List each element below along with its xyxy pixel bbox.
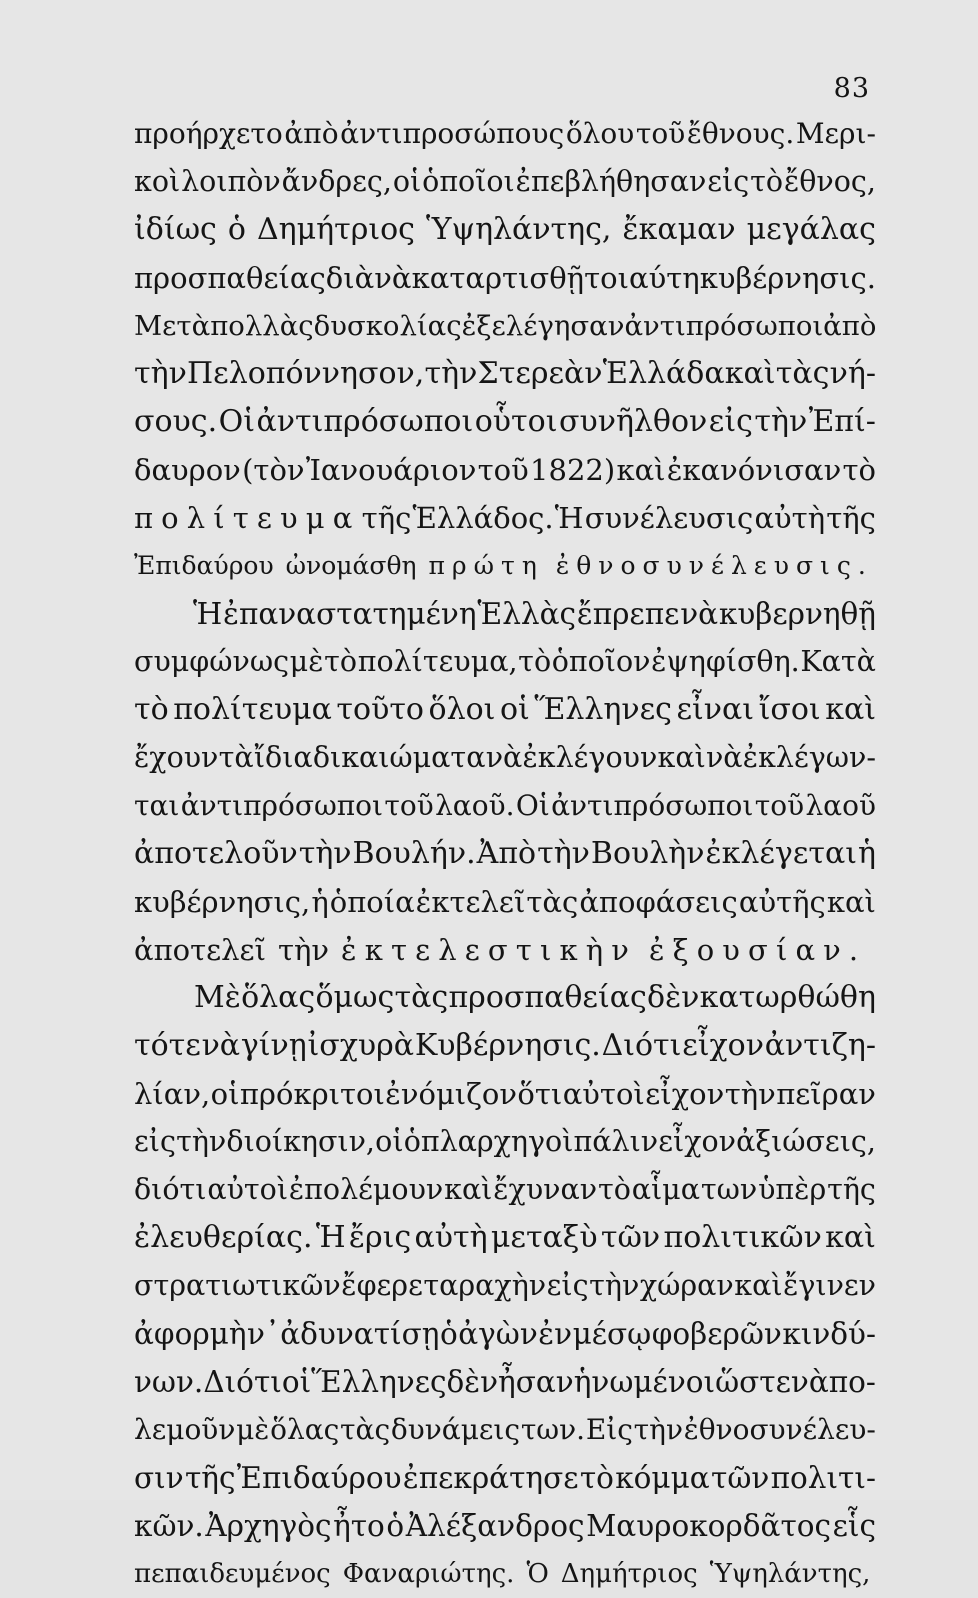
text-line: στρατιωτικῶν ἔφερε ταραχὴν εἰς τὴν χώραν καὶ ἔγινεν — [134, 1269, 876, 1302]
text-line: διότι αὐτοὶ ἐπολέμουν καὶ ἔχυναν τὸ αἷμα των ὑπὲρ τῆς — [134, 1173, 876, 1206]
text-line: Μετὰ πολλὰς δυσκολίας ἐξελέγησαν ἀντιπρόσωποι ἀπὸ — [134, 310, 877, 342]
text-line: ἐλευθερίας. Ἡ ἔρις αὐτὴ μεταξὺ τῶν πολιτικῶν καὶ — [134, 1220, 876, 1255]
page-number: 83 — [833, 73, 870, 104]
text-line: κοὶ λοιπὸν ἄνδρες, οἱ ὁποῖοι ἐπεβλήθησαν εἰς τὸ ἔθνος, — [134, 165, 876, 198]
text-line: ἰδίως ὁ Δημήτριος Ὑψηλάντης, ἔκαμαν μεγάλας — [134, 212, 876, 247]
text-line: πεπαιδευμένος Φαναριώτης. Ὁ Δημήτριος Ὑψηλάντης, — [134, 1559, 871, 1589]
text-line: ἀφορμὴ ν᾽ ἀδυνατίσῃ ὁ ἀγὼν ἐν μέσῳ φοβερῶν κινδύ- — [134, 1317, 876, 1351]
text-line: Ἡ ἐπαναστατημένη Ἑλλὰς ἔπρεπε νὰ κυβερνηθῇ — [193, 597, 876, 631]
text-line: λίαν, οἱ πρόκριτοι ἐνόμιζον ὅτι αὐτοὶ εἶχον τὴν πεῖραν — [134, 1077, 876, 1111]
text-line: συμφώνως μὲ τὸ πολίτευμα, τὸ ὁποῖον ἐψηφίσθη. Κατὰ — [134, 645, 876, 678]
text-line: κυβέρνησις, ἡ ὁποία ἐκτελεῖ τὰς ἀποφάσεις αὐτῆς καὶ — [134, 885, 876, 919]
text-line: σιν τῆς Ἐπιδαύρου ἐπεκράτησε τὸ κόμμα τῶν πολιτι- — [134, 1461, 876, 1495]
text-line: Μὲ ὅλας ὅμως τὰς προσπαθείας δὲν κατωρθώθη — [194, 980, 876, 1015]
text-line: ἀποτελεῖ τὴν ἐκτελεστικὴν ἐξουσίαν. — [134, 933, 867, 967]
text-line: τὸ πολίτευμα τοῦτο ὅλοι οἱ Ἕλληνες εἶναι ἴσοι καὶ — [134, 692, 876, 727]
text-line: ἔχουν τὰ ἴδια δικαιώματα νὰ ἐκλέγουν καὶ νὰ ἐκλέγων- — [134, 741, 876, 774]
text-line: σους. Οἱ ἀντιπρόσωποι οὗτοι συνῆλθον εἰς τὴν Ἐπί- — [134, 404, 876, 439]
text-line: κῶν. Ἀρχηγὸς ἦτο ὁ Ἀλέξανδρος Μαυροκορδᾶτος εἷς — [134, 1509, 876, 1543]
text-line: ται ἀντιπρόσωποι τοῦ λαοῦ. Οἱ ἀντιπρόσωποι τοῦ λαοῦ — [134, 789, 876, 822]
text-line: Ἐπιδαύρου ὠνομάσθη πρώτη ἐθνοσυνέλευσις. — [134, 551, 873, 580]
text-line: τὴν Πελοπόννησον, τὴν Στερεὰν Ἑλλάδα καὶ τὰς νή- — [134, 356, 876, 391]
body-text — [134, 110, 876, 1598]
text-line: εἰς τὴν διοίκησιν, οἱ ὁπλαρχηγοὶ πάλιν εἶχον ἀξιώσεις, — [134, 1125, 876, 1158]
text-line: πολίτευμα τῆς Ἑλλάδος. Ἡ συνέλευσις αὐτὴ τῆς — [134, 501, 876, 535]
text-line: τότε νὰ γίνῃ ἰσχυρὰ Κυβέρνησις. Διότι εἶχον ἀντιζη- — [134, 1028, 876, 1063]
text-line: ἀποτελοῦν τὴν Βουλήν. Ἀπὸ τὴν Βουλὴν ἐκλέγεται ἡ — [134, 836, 876, 871]
text-line: νων. Διότι οἱ Ἕλληνες δὲν ἦσαν ἡνωμένοι ὥστε νὰ πο- — [134, 1365, 876, 1399]
text-line: προήρχετο ἀπὸ ἀντιπροσώπους ὅλου τοῦ ἔθνους. Μερι- — [134, 117, 876, 150]
text-line: λεμοῦν μὲ ὅλας τὰς δυνάμεις των. Εἰς τὴν ἐθνοσυνέλευ- — [134, 1413, 876, 1446]
text-line: προσπαθείας διὰ νὰ καταρτισθῇ τοιαύτη κυβέρνησις. — [134, 261, 876, 295]
text-line: δαυρον (τὸν Ἰανουάριον τοῦ 1822) καὶ ἐκανόνισαν τὸ — [134, 453, 876, 487]
